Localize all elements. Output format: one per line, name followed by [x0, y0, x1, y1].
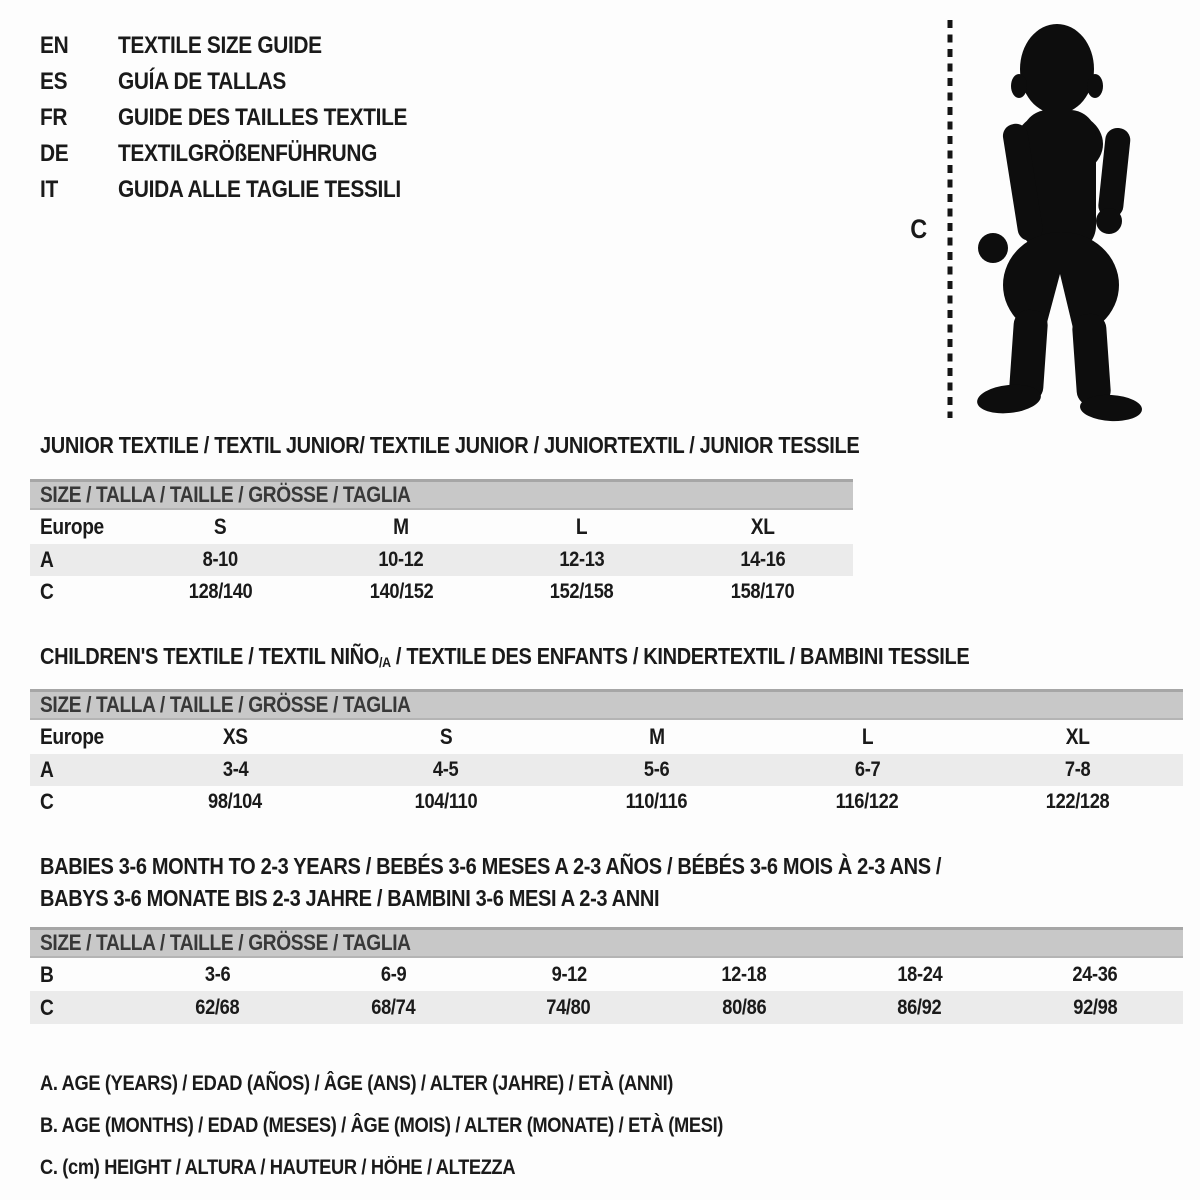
- value: 3-4: [222, 758, 248, 781]
- babies-row-b: [30, 958, 1183, 991]
- value-cell: [130, 576, 311, 608]
- value: 8-10: [202, 548, 238, 571]
- footnote-c: [40, 1156, 586, 1180]
- value-cell: [657, 958, 833, 991]
- value-cell: [1008, 958, 1184, 991]
- row-label-cell: [30, 786, 130, 818]
- value: 92/98: [1073, 995, 1118, 1019]
- row-label: C: [40, 579, 54, 604]
- guide-title-en: TEXTILE SIZE GUIDE: [118, 32, 322, 59]
- size-header-label: SIZE / TALLA / TAILLE / GRÖSSE / TAGLIA: [40, 930, 411, 955]
- size-label: S: [214, 514, 227, 539]
- value: 12-13: [559, 548, 605, 571]
- value-cell: [492, 576, 673, 608]
- value: 24-36: [1072, 962, 1118, 986]
- size-label: XL: [1065, 724, 1090, 749]
- junior-section-title-text: JUNIOR TEXTILE / TEXTIL JUNIOR/ TEXTILE JUNIOR / JUNIORTEXTIL / JUNIOR TESSILE: [40, 432, 860, 458]
- value: 116/122: [835, 790, 899, 813]
- region-label-cell: [30, 720, 130, 754]
- footnote-c-text: C. (cm) HEIGHT / ALTURA / HAUTEUR / HÖHE / ALTEZZA: [40, 1156, 516, 1179]
- guide-title-es: GUÍA DE TALLAS: [118, 68, 286, 95]
- value: 10-12: [378, 548, 424, 571]
- value-cell: [130, 991, 306, 1024]
- value-cell: [130, 958, 306, 991]
- size-header-label: SIZE / TALLA / TAILLE / GRÖSSE / TAGLIA: [40, 482, 411, 507]
- size-cell: [672, 510, 853, 544]
- region-label: Europe: [40, 724, 104, 749]
- size-header-bar: [30, 479, 853, 510]
- value-cell: [972, 754, 1183, 786]
- babies-row-c: [30, 991, 1183, 1024]
- row-label-cell: [30, 958, 130, 991]
- value-cell: [762, 754, 973, 786]
- babies-section-title-text2: BABYS 3-6 MONATE BIS 2-3 JAHRE / BAMBINI 3-6 MESI A 2-3 ANNI: [40, 885, 660, 911]
- value: 12-18: [721, 962, 767, 986]
- junior-sizes-row: [30, 510, 853, 544]
- size-label: M: [393, 514, 409, 539]
- value: 62/68: [195, 995, 240, 1019]
- region-label-cell: [30, 510, 130, 544]
- row-label-cell: [30, 991, 130, 1024]
- size-header-label: SIZE / TALLA / TAILLE / GRÖSSE / TAGLIA: [40, 692, 411, 717]
- guide-title-it: GUIDA ALLE TAGLIE TESSILI: [118, 176, 401, 203]
- value: 122/128: [1045, 790, 1110, 813]
- value-cell: [672, 544, 853, 576]
- row-label: A: [40, 757, 54, 782]
- height-measure-label: C: [910, 214, 927, 244]
- toddler-silhouette: [976, 24, 1143, 423]
- value-cell: [492, 544, 673, 576]
- value: 9-12: [551, 962, 587, 986]
- region-label: Europe: [40, 514, 104, 539]
- size-label: S: [439, 724, 453, 749]
- size-header-bar: [30, 689, 1183, 720]
- babies-section-title-text1: BABIES 3-6 MONTH TO 2-3 YEARS / BEBÉS 3-6 MESES A 2-3 AÑOS / BÉBÉS 3-6 MOIS À 2-3 ANS /: [40, 853, 942, 879]
- row-label: C: [40, 994, 54, 1020]
- value-cell: [130, 786, 341, 818]
- babies-section-title-line1: [40, 854, 1076, 878]
- value-cell: [341, 786, 552, 818]
- value-cell: [311, 576, 492, 608]
- value: 5-6: [643, 758, 670, 781]
- value: 158/170: [730, 580, 795, 603]
- children-sizes-row: [30, 720, 1183, 754]
- size-label: XL: [750, 514, 775, 539]
- footnote-b: [40, 1114, 825, 1138]
- children-title-post: / TEXTILE DES ENFANTS / KINDERTEXTIL / BAMBINI TESSILE: [390, 643, 970, 669]
- value: 74/80: [546, 995, 591, 1019]
- children-section-title: [40, 644, 1108, 675]
- junior-row-a: [30, 544, 853, 576]
- language-code: DE: [40, 140, 69, 167]
- value: 6-7: [854, 758, 880, 781]
- size-cell: [762, 720, 973, 754]
- language-legend: [40, 28, 450, 208]
- value: 14-16: [740, 548, 786, 571]
- value: 86/92: [897, 995, 942, 1019]
- language-row-de: [40, 136, 450, 172]
- value: 4-5: [433, 758, 459, 781]
- value-cell: [762, 786, 973, 818]
- size-cell: [551, 720, 762, 754]
- size-cell: [492, 510, 673, 544]
- language-row-es: [40, 64, 450, 100]
- value: 128/140: [188, 580, 253, 603]
- row-label-cell: [30, 544, 130, 576]
- row-label: C: [40, 789, 54, 814]
- value-cell: [130, 754, 341, 786]
- size-cell: [972, 720, 1183, 754]
- value: 140/152: [369, 580, 433, 603]
- value-cell: [306, 991, 482, 1024]
- language-row-en: [40, 28, 450, 64]
- size-cell: [130, 510, 311, 544]
- value-cell: [311, 544, 492, 576]
- value-cell: [341, 754, 552, 786]
- junior-size-table: [30, 479, 853, 608]
- children-section-title-text: [40, 644, 969, 675]
- row-label: B: [40, 961, 54, 987]
- footnote-a-text: A. AGE (YEARS) / EDAD (AÑOS) / ÂGE (ANS) / ALTER (JAHRE) / ETÀ (ANNI): [40, 1072, 674, 1095]
- language-code: ES: [40, 68, 68, 95]
- size-cell: [341, 720, 552, 754]
- value: 104/110: [414, 790, 478, 813]
- value-cell: [481, 958, 657, 991]
- value: 3-6: [205, 962, 231, 986]
- toddler-silhouette-graphic: [905, 12, 1150, 424]
- babies-section-title-line2: [40, 886, 752, 910]
- size-label: M: [648, 724, 665, 749]
- value-cell: [130, 544, 311, 576]
- value: 152/158: [550, 580, 614, 603]
- value-cell: [551, 754, 762, 786]
- children-row-c: [30, 786, 1183, 818]
- children-title-sub: /A: [379, 655, 391, 672]
- size-cell: [130, 720, 341, 754]
- value-cell: [832, 991, 1008, 1024]
- footnote-b-text: B. AGE (MONTHS) / EDAD (MESES) / ÂGE (MOIS) / ALTER (MONATE) / ETÀ (MESI): [40, 1114, 724, 1137]
- value: 110/116: [625, 790, 688, 813]
- children-size-table: [30, 689, 1183, 818]
- value-cell: [657, 991, 833, 1024]
- size-header-bar: [30, 927, 1183, 958]
- junior-row-c: [30, 576, 853, 608]
- size-label: L: [861, 724, 873, 749]
- row-label: A: [40, 547, 54, 572]
- children-title-pre: CHILDREN'S TEXTILE / TEXTIL NIÑO: [40, 643, 380, 669]
- value-cell: [551, 786, 762, 818]
- row-label-cell: [30, 754, 130, 786]
- value: 6-9: [380, 962, 406, 986]
- children-row-a: [30, 754, 1183, 786]
- height-measure-figure: [905, 12, 1150, 424]
- language-code: IT: [40, 176, 58, 203]
- babies-size-table: [30, 927, 1183, 1024]
- guide-title-fr: GUIDE DES TAILLES TEXTILE: [118, 104, 408, 131]
- value-cell: [672, 576, 853, 608]
- value: 80/86: [722, 995, 767, 1019]
- guide-title-de: TEXTILGRÖßENFÜHRUNG: [118, 140, 378, 167]
- language-code: EN: [40, 32, 69, 59]
- value-cell: [481, 991, 657, 1024]
- value: 68/74: [371, 995, 416, 1019]
- size-label: L: [576, 514, 588, 539]
- value-cell: [306, 958, 482, 991]
- size-cell: [311, 510, 492, 544]
- value-cell: [1008, 991, 1184, 1024]
- footnote-a: [40, 1072, 768, 1096]
- value-cell: [832, 958, 1008, 991]
- value: 18-24: [897, 962, 943, 986]
- junior-section-title: [40, 433, 982, 457]
- row-label-cell: [30, 576, 130, 608]
- value-cell: [972, 786, 1183, 818]
- language-row-fr: [40, 100, 450, 136]
- value: 7-8: [1065, 758, 1091, 781]
- size-label: XS: [222, 724, 248, 749]
- language-row-it: [40, 172, 450, 208]
- value: 98/104: [208, 790, 263, 813]
- language-code: FR: [40, 104, 68, 131]
